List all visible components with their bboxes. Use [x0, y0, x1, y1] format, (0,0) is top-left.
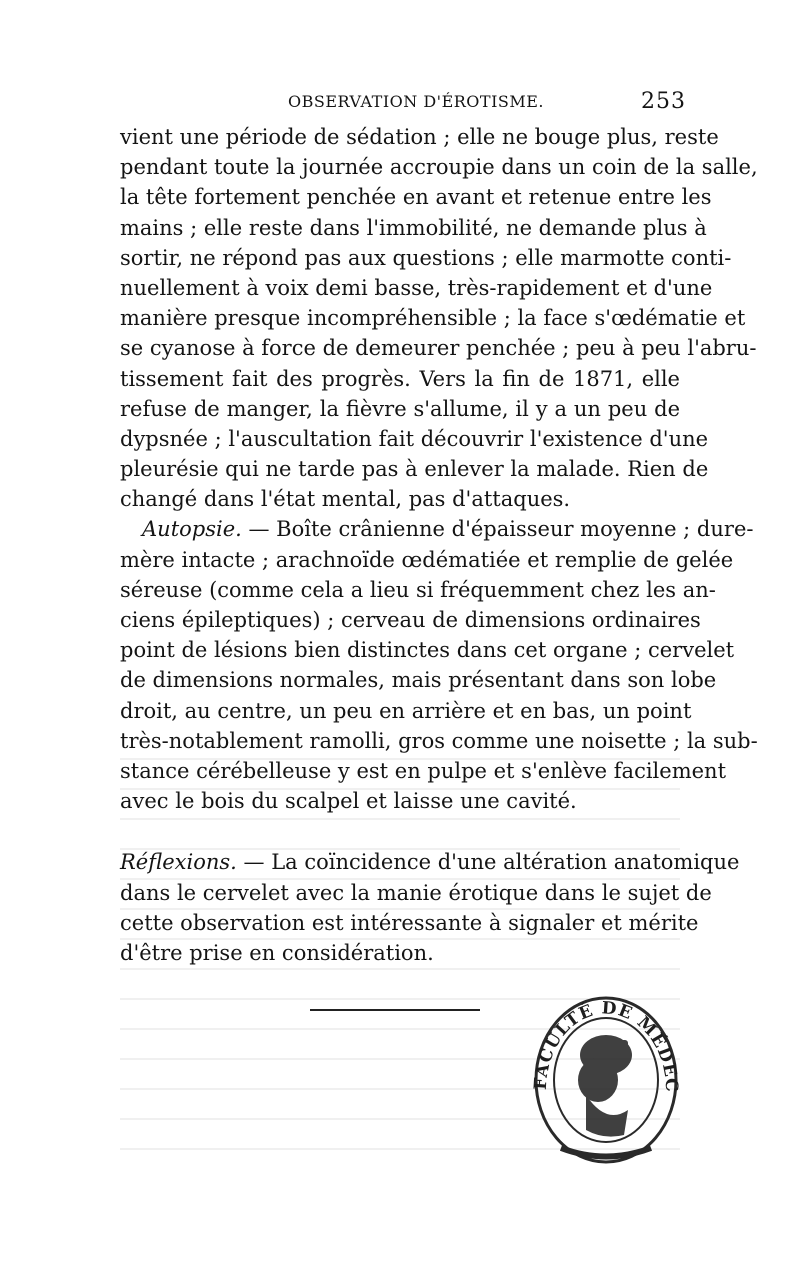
text-line: manière presque incompréhensible ; la face s'œdématie et — [120, 306, 746, 331]
text-line: stance cérébelleuse y est en pulpe et s'enlève facilement — [120, 758, 727, 783]
text-fragment: — La coïncidence d'une altération anatomique — [236, 850, 740, 875]
text-line: mains ; elle reste dans l'immobilité, ne demande plus à — [120, 215, 707, 240]
text-line: cette observation est intéressante à signaler et mérite — [120, 910, 699, 935]
text-line: vient une période de sédation ; elle ne bouge plus, reste — [120, 125, 719, 149]
running-head — [120, 89, 686, 122]
text-line: pleurésie qui ne tarde pas à enlever la malade. Rien de — [120, 457, 709, 482]
text-line: de dimensions normales, mais présentant dans son lobe — [120, 668, 717, 693]
text-line: avec le bois du scalpel et laisse une cavité. — [120, 789, 577, 814]
text-fragment: — Boîte crânienne d'épaisseur moyenne ; dure- — [241, 517, 754, 542]
text-line: dypsnée ; l'auscultation fait découvrir l'existence d'une — [120, 426, 709, 451]
paragraph-reflexions — [120, 847, 740, 968]
paragraph-label: Réflexions. — [120, 850, 237, 875]
text-line — [120, 514, 754, 544]
text-line: tissement fait des progrès. Vers la fin de 1871, elle — [120, 366, 680, 391]
text-line: mère intacte ; arachnoïde œdématiée et remplie de gelée — [120, 547, 734, 572]
stamp-text: FACULTÉ DE MÉDEC — [530, 998, 682, 1094]
text-line: nuellement à voix demi basse, très-rapidement et d'une — [120, 275, 713, 300]
text-line: séreuse (comme cela a lieu si fréquemment chez les an- — [120, 577, 716, 602]
paragraph-autopsie — [120, 514, 758, 816]
section-end-rule — [310, 1009, 480, 1011]
paragraph-gap — [120, 816, 680, 847]
body-text — [120, 122, 758, 968]
text-line: pendant toute la journée accroupie dans un coin de la salle, — [120, 155, 758, 180]
page-number: 253 — [641, 89, 686, 114]
text-line: point de lésions bien distinctes dans cet organe ; cervelet — [120, 638, 735, 663]
text-line: droit, au centre, un peu en arrière et en bas, un point — [120, 698, 692, 723]
text-line: refuse de manger, la fièvre s'allume, il y a un peu de — [120, 396, 680, 421]
paragraph-continuation — [120, 122, 758, 514]
text-line: se cyanose à force de demeurer penchée ; peu à peu l'abru- — [120, 336, 757, 361]
text-line: changé dans l'état mental, pas d'attaques. — [120, 487, 571, 512]
text-line: d'être prise en considération. — [120, 940, 434, 965]
text-line: ciens épileptiques) ; cerveau de dimensions ordinaires — [120, 608, 701, 632]
library-stamp — [516, 970, 686, 1170]
text-line — [120, 847, 740, 877]
stamp-seal-icon — [516, 970, 686, 1170]
text-line: la tête fortement penchée en avant et retenue entre les — [120, 185, 712, 210]
paragraph-label: Autopsie. — [142, 517, 242, 542]
text-line: dans le cervelet avec la manie érotique dans le sujet de — [120, 880, 712, 905]
running-title: OBSERVATION D'ÉROTISME. — [288, 92, 545, 111]
text-line: très-notablement ramolli, gros comme une noisette ; la sub- — [120, 728, 758, 753]
text-line: sortir, ne répond pas aux questions ; elle marmotte conti- — [120, 245, 732, 270]
